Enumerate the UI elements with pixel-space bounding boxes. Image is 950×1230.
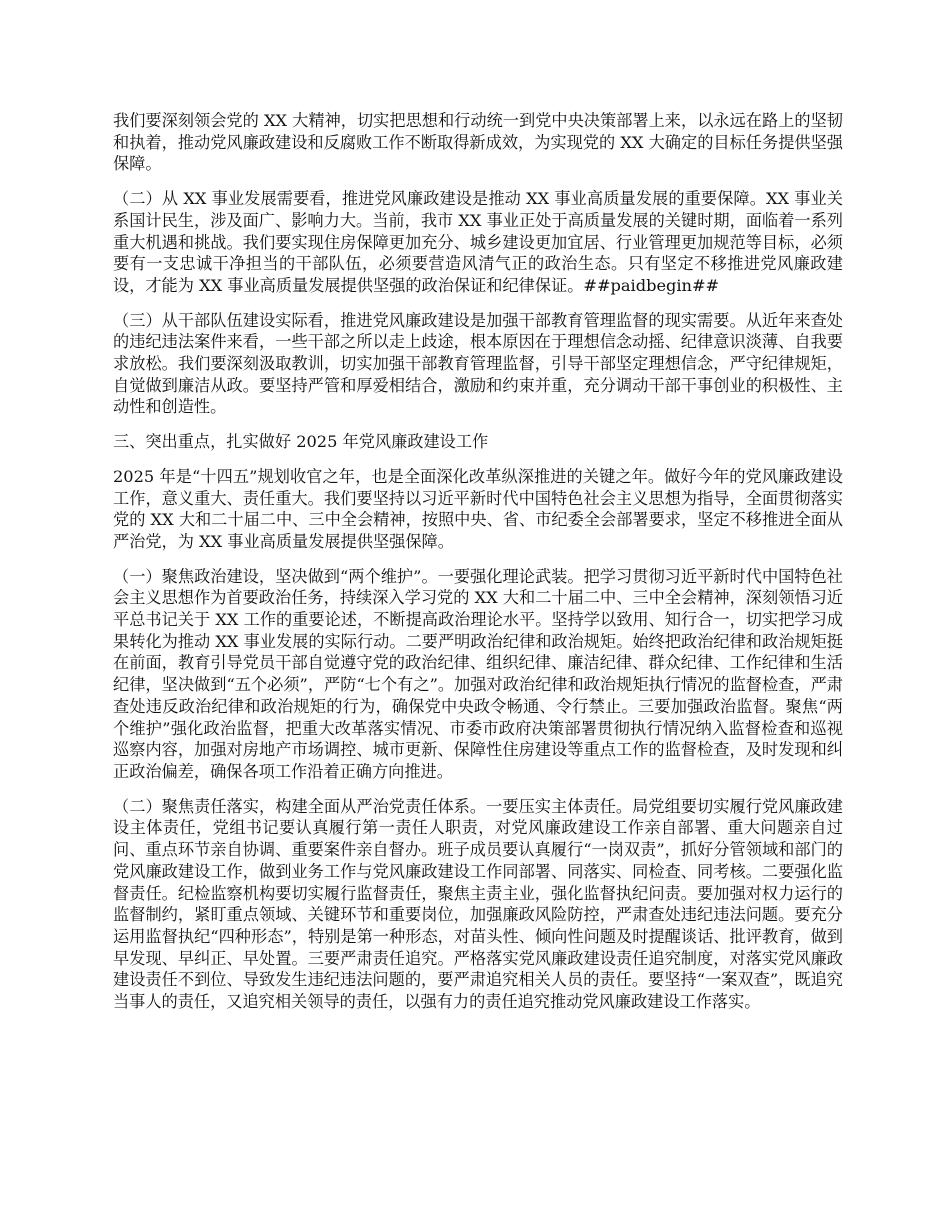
paragraph-section-3-intro: 2025 年是“十四五”规划收官之年，也是全面深化改革纵深推进的关键之年。做好今年的党风廉政建设工作，意义重大、责任重大。我们要坚持以习近平新时代中国特色社会主义思想为指导，全面贯彻落实党的 XX 大和二十届二中、三中全会精神，按照中央、省、市纪委全会部署要求，坚定不移推进全面从严治党，为 XX 事业高质量发展提供坚强保障。 xyxy=(113,466,843,551)
paragraph-section-3-1: （一）聚焦政治建设，坚决做到“两个维护”。一要强化理论武装。把学习贯彻习近平新时代中国特色社会主义思想作为首要政治任务，持续深入学习党的 XX 大和二十届二中、三中全会精神，深刻领悟习近平总书记关于 XX 工作的重要论述，不断提高政治理论水平。坚持学以致用、知行合一，切实把学习成果转化为推动 XX 事业发展的实际行动。二要严明政治纪律和政治规矩。始终把政治纪律和政治规矩挺在前面，教育引导党员干部自觉遵守党的政治纪律、组织纪律、廉洁纪律、群众纪律、工作纪律和生活纪律，坚决做到“五个必须”，严防“七个有之”。加强对政治纪律和政治规矩执行情况的监督检查，严肃查处违反政治纪律和政治规矩的行为，确保党中央政令畅通、令行禁止。三要加强政治监督。聚焦“两个维护”强化政治监督，把重大改革落实情况、市委市政府决策部署贯彻执行情况纳入监督检查和巡视巡察内容，加强对房地产市场调控、城市更新、保障性住房建设等重点工作的监督检查，及时发现和纠正政治偏差，确保各项工作沿着正确方向推进。 xyxy=(113,566,843,781)
section-heading-3: 三、突出重点，扎实做好 2025 年党风廉政建设工作 xyxy=(113,432,489,452)
paragraph-section-2-3: （三）从干部队伍建设实际看，推进党风廉政建设是加强干部教育管理监督的现实需要。从近年来查处的违纪违法案件来看，一些干部之所以走上歧途，根本原因在于理想信念动摇、纪律意识淡薄、自我要求放松。我们要深刻汲取教训，切实加强干部教育管理监督，引导干部坚定理想信念，严守纪律规矩，自觉做到廉洁从政。要坚持严管和厚爱相结合，激励和约束并重，充分调动干部干事创业的积极性、主动性和创造性。 xyxy=(113,310,843,417)
paragraph-section-2-2: （二）从 XX 事业发展需要看，推进党风廉政建设是推动 XX 事业高质量发展的重要保障。XX 事业关系国计民生，涉及面广、影响力大。当前，我市 XX 事业正处于高质量发展的关键时期，面临着一系列重大机遇和挑战。我们要实现住房保障更加充分、城乡建设更加宜居、行业管理更加规范等目标，必须要有一支忠诚干净担当的干部队伍，必须要营造风清气正的政治生态。只有坚定不移推进党风廉政建设，才能为 XX 事业高质量发展提供坚强的政治保证和纪律保证。##paidbegin## xyxy=(113,189,843,295)
paragraph-section-3-2: （二）聚焦责任落实，构建全面从严治党责任体系。一要压实主体责任。局党组要切实履行党风廉政建设主体责任，党组书记要认真履行第一责任人职责，对党风廉政建设工作亲自部署、重大问题亲自过问、重点环节亲自协调、重要案件亲自督办。班子成员要认真履行“一岗双责”，抓好分管领域和部门的党风廉政建设工作，做到业务工作与党风廉政建设工作同部署、同落实、同检查、同考核。二要强化监督责任。纪检监察机构要切实履行监督责任，聚焦主责主业，强化监督执纪问责。要加强对权力运行的监督制约，紧盯重点领域、关键环节和重要岗位，加强廉政风险防控，严肃查处违纪违法问题。要充分运用监督执纪“四种形态”，特别是第一种形态，对苗头性、倾向性问题及时提醒谈话、批评教育，做到早发现、早纠正、早处置。三要严肃责任追究。严格落实党风廉政建设责任追究制度，对落实党风廉政建设责任不到位、导致发生违纪违法问题的，要严肃追究相关人员的责任。要坚持“一案双查”，既追究当事人的责任，又追究相关领导的责任，以强有力的责任追究推动党风廉政建设工作落实。 xyxy=(113,796,843,1012)
document-body xyxy=(113,110,843,1026)
paragraph-intro: 我们要深刻领会党的 XX 大精神，切实把思想和行动统一到党中央决策部署上来，以永远在路上的坚韧和执着，推动党风廉政建设和反腐败工作不断取得新成效，为实现党的 XX 大确定的目标任务提供坚强保障。 xyxy=(113,111,843,174)
